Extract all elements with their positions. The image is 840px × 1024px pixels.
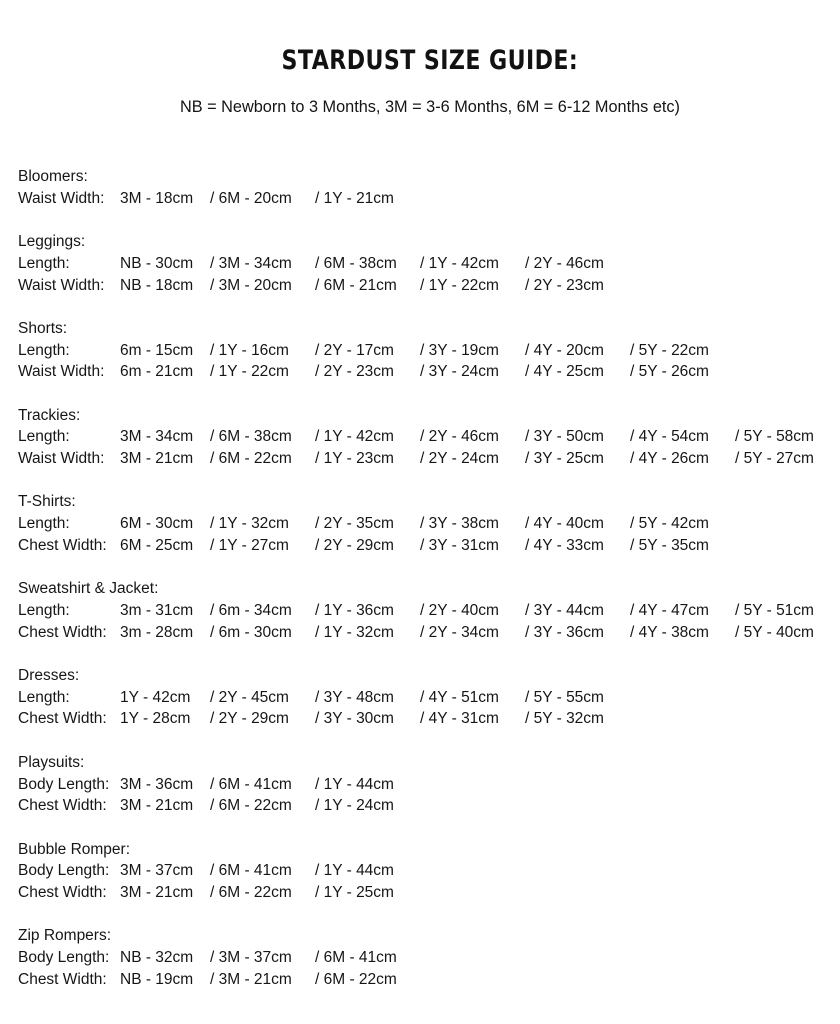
size-legend: NB = Newborn to 3 Months, 3M = 3-6 Months, 6M = 6-12 Months etc) [180, 98, 680, 116]
row-label: Body Length: [18, 949, 110, 967]
size-value: / 1Y - 22cm [210, 363, 289, 381]
size-row [18, 600, 840, 622]
size-value: / 3M - 21cm [210, 970, 292, 988]
size-value: / 3M - 37cm [210, 949, 292, 967]
size-row [18, 448, 840, 470]
size-value: 1Y - 42cm [120, 688, 191, 706]
size-value: / 6M - 41cm [315, 949, 397, 967]
size-row [18, 774, 840, 796]
size-value: / 1Y - 22cm [420, 276, 499, 294]
size-value: 3M - 36cm [120, 775, 194, 793]
size-value: / 4Y - 40cm [525, 515, 604, 533]
size-value: / 5Y - 27cm [735, 450, 814, 468]
size-value: / 2Y - 17cm [315, 341, 394, 359]
size-value: 3M - 21cm [120, 797, 194, 815]
size-value: / 1Y - 16cm [210, 341, 289, 359]
row-label: Chest Width: [18, 884, 107, 902]
size-value: 3m - 31cm [120, 601, 194, 619]
size-row [18, 361, 840, 383]
size-row [18, 795, 840, 817]
row-label: Chest Width: [18, 710, 107, 728]
size-value: / 4Y - 20cm [525, 341, 604, 359]
size-value: 1Y - 28cm [120, 710, 191, 728]
size-value: 3M - 37cm [120, 862, 194, 880]
size-value: / 6m - 34cm [210, 601, 292, 619]
size-section [18, 491, 840, 556]
size-value: / 3Y - 30cm [315, 710, 394, 728]
size-section [18, 318, 840, 383]
size-value: / 5Y - 51cm [735, 601, 814, 619]
section-title: Shorts: [18, 319, 68, 337]
section-title: Bloomers: [18, 168, 88, 185]
size-value: / 2Y - 35cm [315, 515, 394, 533]
size-value: / 2Y - 40cm [420, 601, 499, 619]
page-title: STARDUST SIZE GUIDE: [281, 45, 579, 76]
size-row [18, 687, 840, 709]
size-value: / 6M - 21cm [315, 276, 397, 294]
size-row [18, 882, 840, 904]
section-title: Sweatshirt & Jacket: [18, 580, 159, 598]
size-value: 6M - 30cm [120, 515, 194, 533]
size-value: / 4Y - 33cm [525, 536, 604, 554]
size-value: / 2Y - 29cm [210, 710, 289, 728]
row-label: Waist Width: [18, 276, 105, 294]
size-section [18, 231, 840, 296]
size-value: / 2Y - 23cm [315, 363, 394, 381]
size-value: 3M - 18cm [120, 189, 194, 207]
row-label: Length: [18, 341, 70, 359]
size-value: / 5Y - 55cm [525, 688, 604, 706]
size-section [18, 405, 840, 470]
size-value: / 3M - 34cm [210, 254, 292, 272]
size-row [18, 253, 840, 275]
size-value: / 2Y - 46cm [525, 254, 604, 272]
size-value: / 4Y - 51cm [420, 688, 499, 706]
row-label: Waist Width: [18, 189, 105, 207]
size-value: / 6M - 22cm [210, 797, 292, 815]
size-value: / 1Y - 24cm [315, 797, 394, 815]
size-value: / 1Y - 44cm [315, 862, 394, 880]
size-value: 3m - 28cm [120, 623, 194, 641]
size-value: NB - 18cm [120, 276, 194, 294]
size-value: / 1Y - 23cm [315, 450, 394, 468]
section-title: Playsuits: [18, 753, 85, 771]
size-value: / 4Y - 25cm [525, 363, 604, 381]
size-value: / 2Y - 24cm [420, 450, 499, 468]
size-value: / 3Y - 36cm [525, 623, 604, 641]
size-value: / 1Y - 27cm [210, 536, 289, 554]
size-value: / 6M - 22cm [210, 450, 292, 468]
row-label: Length: [18, 515, 70, 533]
size-value: / 4Y - 31cm [420, 710, 499, 728]
size-value: / 3Y - 25cm [525, 450, 604, 468]
size-value: / 4Y - 26cm [630, 450, 709, 468]
size-section [18, 752, 840, 817]
guide-header [0, 0, 840, 117]
size-value: / 4Y - 47cm [630, 601, 709, 619]
row-label: Chest Width: [18, 797, 107, 815]
row-label: Chest Width: [18, 970, 107, 988]
size-value: 6m - 21cm [120, 363, 194, 381]
size-value: / 1Y - 44cm [315, 775, 394, 793]
size-value: / 5Y - 32cm [525, 710, 604, 728]
sections-container [18, 166, 840, 991]
size-row [18, 188, 840, 210]
size-section [18, 839, 840, 904]
size-value: / 3M - 20cm [210, 276, 292, 294]
size-value: / 3Y - 24cm [420, 363, 499, 381]
size-value: / 6M - 22cm [210, 884, 292, 902]
section-title: Dresses: [18, 667, 80, 685]
size-value: NB - 30cm [120, 254, 194, 272]
row-label: Length: [18, 428, 70, 446]
size-value: / 3Y - 38cm [420, 515, 499, 533]
size-value: / 1Y - 32cm [315, 623, 394, 641]
size-row [18, 535, 840, 557]
size-value: / 6M - 38cm [210, 428, 292, 446]
section-title: Trackies: [18, 406, 81, 424]
size-value: / 1Y - 25cm [315, 884, 394, 902]
size-row [18, 947, 840, 969]
size-value: / 4Y - 38cm [630, 623, 709, 641]
size-value: / 6M - 41cm [210, 862, 292, 880]
size-value: / 2Y - 29cm [315, 536, 394, 554]
section-title: Zip Rompers: [18, 927, 112, 945]
size-value: / 3Y - 19cm [420, 341, 499, 359]
size-value: 3M - 21cm [120, 450, 194, 468]
size-section [18, 166, 840, 209]
size-value: / 6m - 30cm [210, 623, 292, 641]
size-value: / 6M - 38cm [315, 254, 397, 272]
row-label: Chest Width: [18, 536, 107, 554]
size-value: / 2Y - 23cm [525, 276, 604, 294]
size-row [18, 513, 840, 535]
row-label: Length: [18, 601, 70, 619]
row-label: Body Length: [18, 775, 110, 793]
size-row [18, 275, 840, 297]
size-value: / 6M - 41cm [210, 775, 292, 793]
size-value: / 2Y - 45cm [210, 688, 289, 706]
size-section [18, 578, 840, 643]
size-value: NB - 19cm [120, 970, 194, 988]
size-value: NB - 32cm [120, 949, 194, 967]
size-value: / 6M - 22cm [315, 970, 397, 988]
size-value: / 1Y - 36cm [315, 601, 394, 619]
row-label: Waist Width: [18, 450, 105, 468]
size-row [18, 426, 840, 448]
size-value: 6M - 25cm [120, 536, 194, 554]
size-value: 3M - 21cm [120, 884, 194, 902]
size-value: / 1Y - 32cm [210, 515, 289, 533]
size-value: / 1Y - 42cm [420, 254, 499, 272]
size-row [18, 860, 840, 882]
size-value: / 2Y - 46cm [420, 428, 499, 446]
size-value: / 6M - 20cm [210, 189, 292, 207]
row-label: Length: [18, 688, 70, 706]
row-label: Length: [18, 254, 70, 272]
size-value: / 3Y - 31cm [420, 536, 499, 554]
size-value: / 3Y - 44cm [525, 601, 604, 619]
size-section [18, 925, 840, 990]
section-title: Bubble Romper: [18, 840, 131, 858]
size-row [18, 969, 840, 991]
size-value: / 4Y - 54cm [630, 428, 709, 446]
size-value: / 5Y - 22cm [630, 341, 709, 359]
section-title: T-Shirts: [18, 493, 76, 511]
size-value: 3M - 34cm [120, 428, 194, 446]
row-label: Waist Width: [18, 363, 105, 381]
size-section [18, 665, 840, 730]
size-row [18, 708, 840, 730]
row-label: Body Length: [18, 862, 110, 880]
size-value: / 5Y - 42cm [630, 515, 709, 533]
row-label: Chest Width: [18, 623, 107, 641]
size-value: / 5Y - 35cm [630, 536, 709, 554]
size-value: / 1Y - 42cm [315, 428, 394, 446]
size-value: / 1Y - 21cm [315, 189, 394, 207]
size-row [18, 622, 840, 644]
size-value: / 5Y - 40cm [735, 623, 814, 641]
size-value: / 3Y - 48cm [315, 688, 394, 706]
size-value: / 5Y - 58cm [735, 428, 814, 446]
size-row [18, 340, 840, 362]
section-title: Leggings: [18, 233, 86, 251]
size-value: / 3Y - 50cm [525, 428, 604, 446]
size-value: / 2Y - 34cm [420, 623, 499, 641]
size-value: 6m - 15cm [120, 341, 194, 359]
size-value: / 5Y - 26cm [630, 363, 709, 381]
